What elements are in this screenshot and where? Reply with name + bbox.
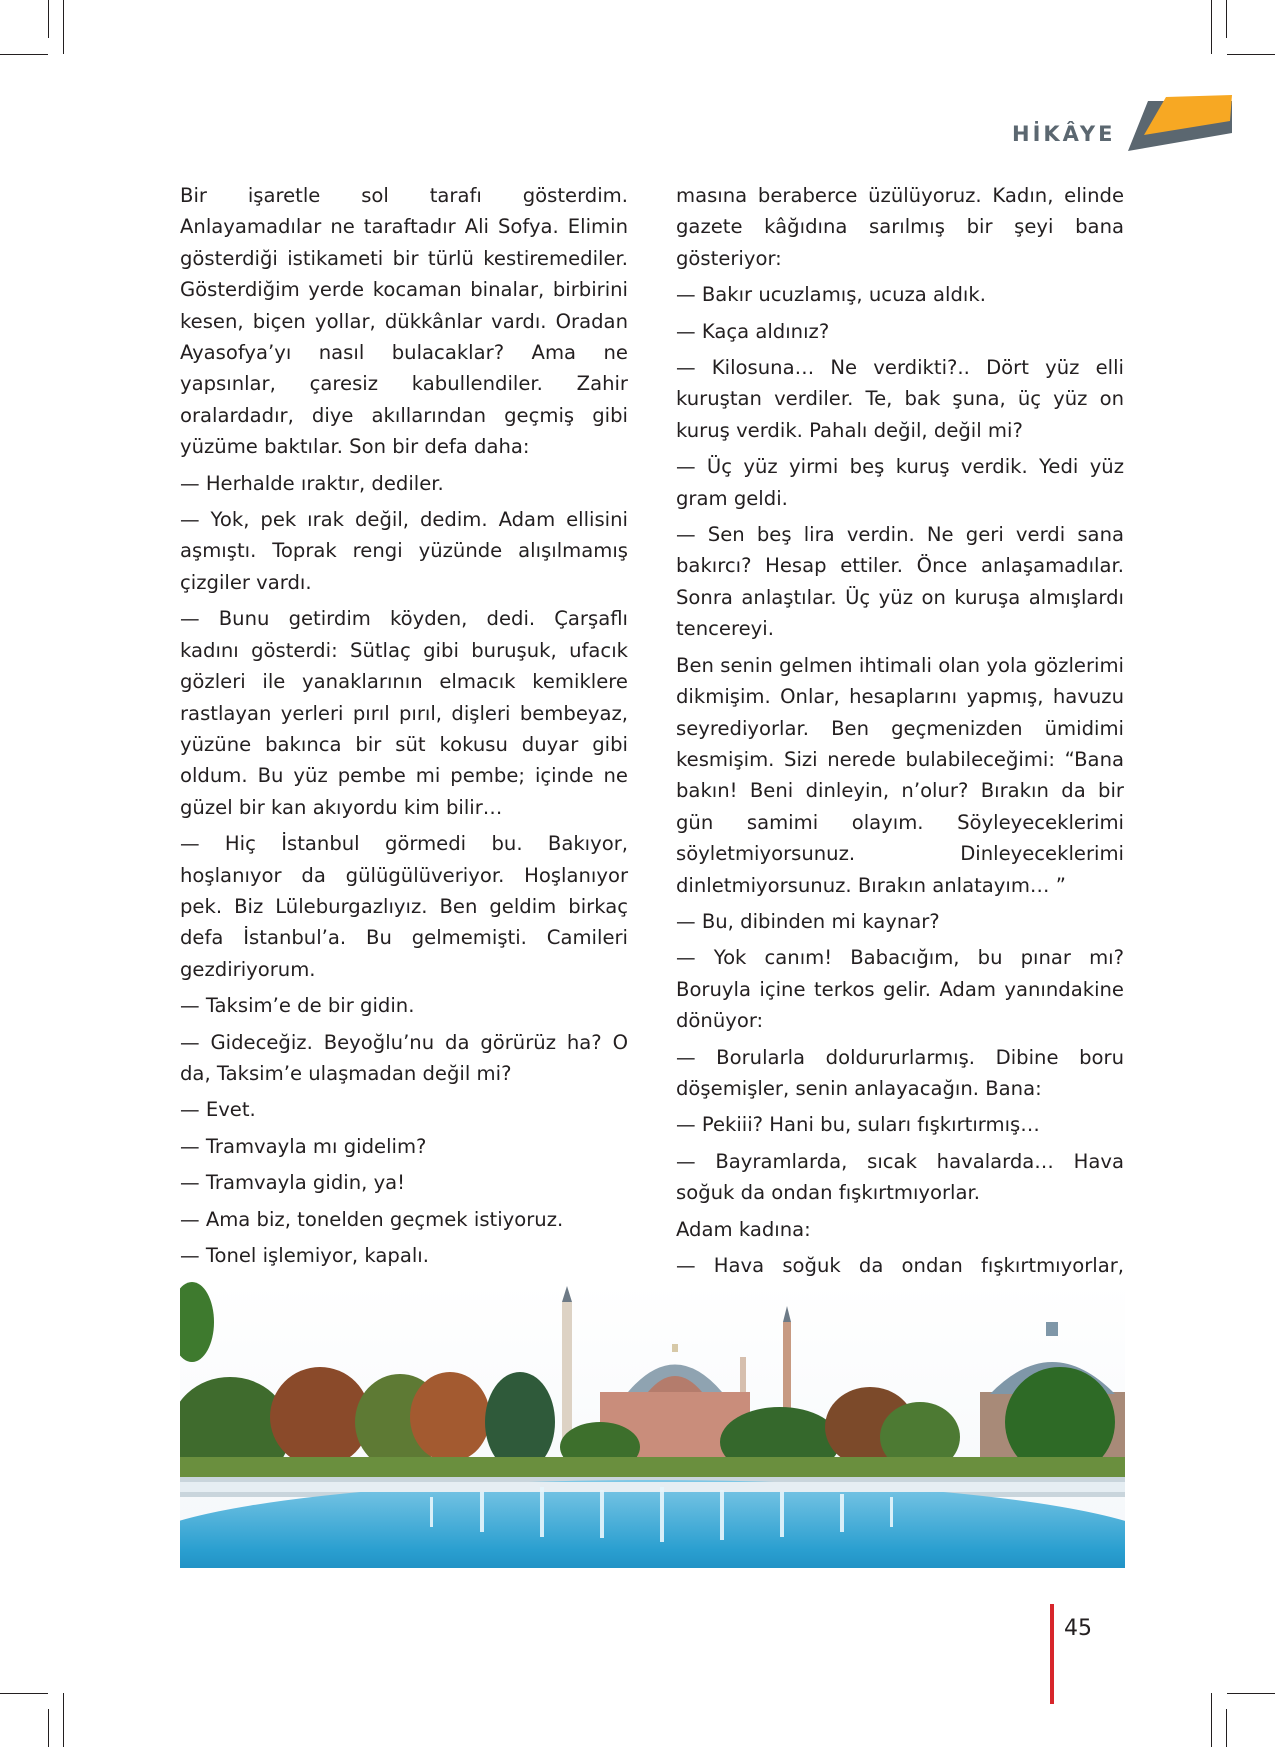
right-column: [676, 180, 1124, 1349]
crop-mark: [1226, 0, 1227, 38]
paragraph: — Taksim’e de bir gidin.: [180, 994, 415, 1018]
paragraph: — Tramvayla mı gidelim?: [180, 1134, 427, 1158]
page-number-rule: [1050, 1604, 1054, 1704]
paragraph: — Bayramlarda, sıcak havalarda… Hava soğuk da ondan fışkırtmıyorlar.: [676, 1149, 1124, 1205]
paragraph: — Yok canım! Babacığım, bu pınar mı? Boruyla içine terkos gelir. Adam yanındakine dönüyor:: [676, 946, 1124, 1033]
paragraph: — Kilosuna… Ne verdikti?.. Dört yüz elli kuruştan verdiler. Te, bak şuna, üç yüz on kuruş verdik. Pahalı değil, değil mi?: [676, 356, 1124, 442]
paragraph: — Tramvayla gidin, ya!: [180, 1171, 406, 1195]
paragraph: — Bakır ucuzlamış, ucuza aldık.: [676, 283, 986, 307]
paragraph: — Herhalde ıraktır, dediler.: [180, 471, 444, 495]
crop-mark: [48, 0, 49, 38]
paragraph: — Hiç İstanbul görmedi bu. Bakıyor, hoşlanıyor da gülügülüveriyor. Hoşlanıyor pek. Biz Lüleburgazlıyız. Ben geldim birkaç defa İstanbul’a. Bu gelmemişti. Camileri gezdiriyorum.: [180, 832, 628, 981]
paragraph: — Ama biz, tonelden geçmek istiyoruz.: [180, 1207, 564, 1231]
section-flag-icon: [1124, 95, 1232, 151]
paragraph: — Gideceğiz. Beyoğlu’nu da görürüz ha? O da, Taksim’e ulaşmadan değil mi?: [180, 1030, 628, 1085]
paragraph: — Üç yüz yirmi beş kuruş verdik. Yedi yüz gram geldi.: [676, 455, 1124, 510]
paragraph: — Bu, dibinden mi kaynar?: [676, 909, 940, 933]
hagia-sophia-photo: [180, 1282, 1125, 1568]
crop-mark: [1227, 54, 1275, 55]
paragraph: — Hava soğuk da ondan fışkırtmıyorlar,: [676, 1254, 1124, 1277]
crop-mark: [0, 1693, 48, 1694]
paragraph: — Evet.: [180, 1098, 256, 1122]
crop-mark: [48, 1709, 49, 1747]
section-label: HİKÂYE: [1012, 122, 1116, 146]
crop-mark: [0, 54, 48, 55]
paragraph: Ben senin gelmen ihtimali olan yola gözlerimi dikmişim. Onlar, hesaplarını yapmış, havuzu seyrediyorlar. Ben geçmenizden ümidimi kesmişim. Sizi nerede bulabileceğimi: “Bana bakın! Beni dinleyin, n’olur? Bırakın da bir gün samimi olayım. Söyleyeceklerimi söyletmiyorsunuz. Dinleyeceklerimi dinletmiyorsunuz. Bırakın anlatayım… ”: [676, 653, 1124, 897]
paragraph: Adam kadına:: [676, 1217, 811, 1241]
crop-mark: [1211, 0, 1212, 54]
paragraph: — Bunu getirdim köyden, dedi. Çarşaflı kadını gösterdi: Sütlaç gibi buruşuk, ufacık gözleri ile yanaklarının elmacık kemiklere rastlayan yerleri pırıl pırıl, dişleri bembeyaz, yüzüne bakınca bir süt kokusu duyar gibi oldum. Bu yüz pembe mi pembe; içinde ne güzel bir kan akıyordu kim bilir…: [180, 607, 628, 819]
paragraph: masına beraberce üzülüyoruz. Kadın, elinde gazete kâğıdına sarılmış bir şeyi bana gösteriyor:: [676, 184, 1124, 270]
left-column: [180, 180, 628, 1344]
paragraph: — Tonel işlemiyor, kapalı.: [180, 1244, 429, 1267]
paragraph: — Kaça aldınız?: [676, 319, 830, 343]
crop-mark: [63, 1693, 64, 1747]
paragraph: — Yok, pek ırak değil, dedim. Adam ellisini aşmıştı. Toprak rengi yüzünde alışılmamış çizgiler vardı.: [180, 508, 628, 594]
crop-mark: [1226, 1709, 1227, 1747]
paragraph: — Borularla doldururlarmış. Dibine boru döşemişler, senin anlayacağın. Bana:: [676, 1045, 1124, 1100]
paragraph: — Sen beş lira verdin. Ne geri verdi sana bakırcı? Hesap ettiler. Önce anlaşamadılar. Sonra anlaştılar. Üç yüz on kuruşa almışlardı tencereyi.: [676, 523, 1124, 641]
paragraph: — Pekiii? Hani bu, suları fışkırtırmış…: [676, 1113, 1040, 1137]
crop-mark: [1227, 1693, 1275, 1694]
crop-mark: [63, 0, 64, 54]
page-number: 45: [1064, 1616, 1092, 1641]
crop-mark: [1211, 1693, 1212, 1747]
paragraph: Bir işaretle sol tarafı gösterdim. Anlayamadılar ne taraftadır Ali Sofya. Elimin gösterdiği istikameti bir türlü kestiremediler. Gösterdiğim yerde kocaman binalar, birbirini kesen, biçen yollar, dükkânlar vardı. Oradan Ayasofya’yı nasıl bulacaklar? Ama ne yapsınlar, çaresiz kabullendiler. Zahir oralardadır, diye akıllarından geçmiş gibi yüzüme baktılar. Son bir defa daha:: [180, 184, 628, 459]
